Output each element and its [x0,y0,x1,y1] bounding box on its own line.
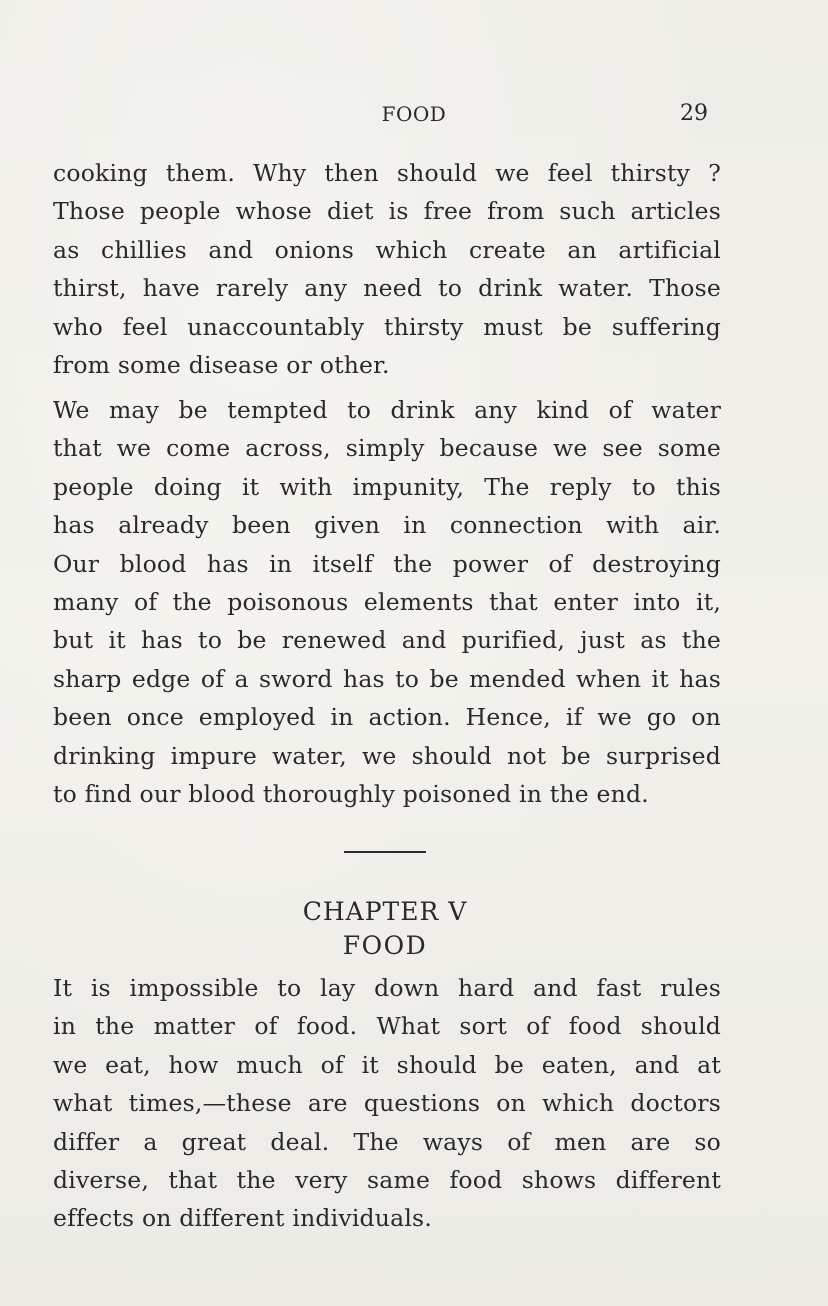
chapter-title: FOOD [342,931,428,960]
text-line: what times,—these are questions on which doctors [53,1089,721,1118]
paragraph-1 [53,154,721,384]
text-line: who feel unaccountably thirsty must be suffering [53,312,721,341]
text-line: thirst, have rarely any need to drink water. Those [53,274,721,303]
text-line: It is impossible to lay down hard and fast rules [53,974,722,1002]
text-line: many of the poisonous elements that enter into it, [53,587,722,616]
running-title: FOOD [381,102,447,126]
chapter-number: CHAPTER V [302,897,468,926]
text-line: sharp edge of a sword has to be mended when it has [53,664,722,693]
paragraph-2 [53,391,721,813]
page-number: 29 [680,101,708,126]
text-line: cooking them. Why then should we feel thirsty ? [53,159,721,187]
text-line: that we come across, simply because we see some [53,434,721,463]
text-line: We may be tempted to drink any kind of water [53,396,722,424]
running-header [0,102,828,130]
section-divider [344,851,426,853]
text-line: diverse, that the very same food shows different [53,1165,722,1194]
text-line: has already been given in connection with air. [53,511,722,540]
text-line: effects on different individuals. [53,1204,432,1233]
text-line: drinking impure water, we should not be surprised [53,741,721,770]
text-line: to find our blood thoroughly poisoned in the end. [53,779,649,808]
text-line: been once employed in action. Hence, if we go on [53,703,721,732]
text-line: differ a great deal. The ways of men are so [53,1127,722,1156]
text-line: people doing it with impunity, The reply to this [53,472,721,501]
text-line: Those people whose diet is free from such articles [53,197,721,226]
text-line: in the matter of food. What sort of food should [53,1012,722,1041]
text-line: but it has to be renewed and purified, just as the [53,626,722,655]
text-line: from some disease or other. [53,350,390,379]
paragraph-3 [53,969,721,1238]
text-line: we eat, how much of it should be eaten, and at [53,1050,721,1079]
text-line: as chillies and onions which create an artificial [53,235,721,264]
text-line: Our blood has in itself the power of destroying [53,549,721,578]
